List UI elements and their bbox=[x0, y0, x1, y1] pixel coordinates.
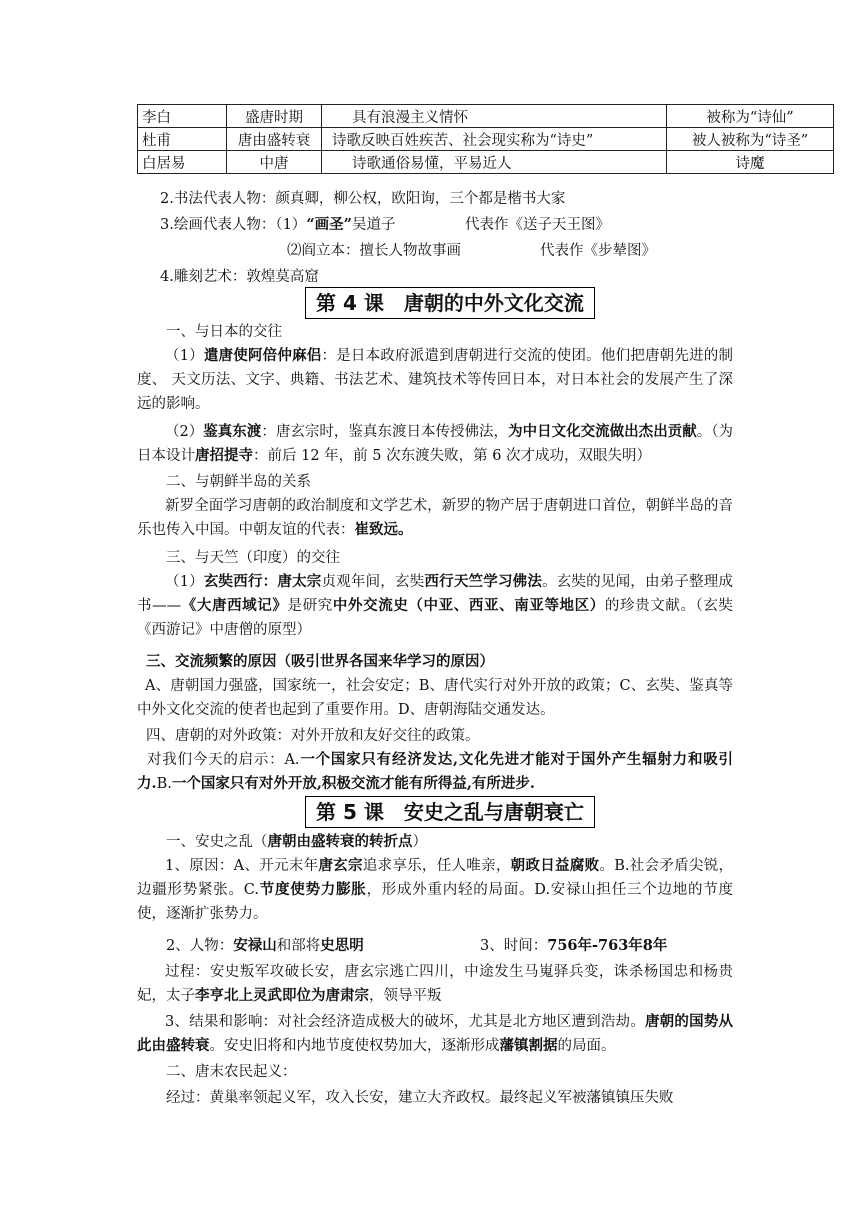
lesson5-para5: 经过：黄巢率领起义军，攻入长安，建立大齐政权。最终起义军被藩镇镇压失败 bbox=[166, 1090, 674, 1106]
poet-name: 李白 bbox=[138, 105, 227, 128]
painting-wu-name: 吴道子 bbox=[352, 217, 396, 233]
text: 的局面。 bbox=[557, 1038, 616, 1054]
lesson5-para1 bbox=[137, 854, 733, 926]
lesson5-people bbox=[166, 934, 364, 955]
text: ，形成外重内轻的局面。D.安禄山担任三个边地的节度使，逐渐扩张势力。 bbox=[137, 882, 734, 922]
text-bold: 为中日文化交流做出杰出贡献 bbox=[508, 423, 697, 440]
text-bold: 朝政日益腐败 bbox=[510, 857, 600, 874]
sculpture-line: 4.雕刻艺术：敦煌莫高窟 bbox=[160, 269, 319, 285]
text-bold: 李亨北上灵武即位为唐肃宗 bbox=[195, 987, 369, 1004]
poet-period: 盛唐时期 bbox=[227, 105, 322, 128]
text: 和部将 bbox=[276, 938, 321, 954]
lesson4-para4 bbox=[137, 570, 733, 642]
text: ，领导平叛 bbox=[369, 988, 442, 1004]
poet-period: 唐由盛转衰 bbox=[227, 128, 322, 151]
painting-yan-work: 代表作《步辇图》 bbox=[540, 243, 656, 259]
text: 3、时间： bbox=[480, 938, 548, 954]
text: 贞观年间，玄奘 bbox=[321, 574, 425, 590]
text: B. bbox=[156, 776, 172, 792]
text-bold: 一个国家只有对外开放,积极交流才能有所得益,有所进步. bbox=[171, 775, 535, 792]
text: 新罗全面学习唐朝的政治制度和文学艺术，新罗的物产居于唐朝进口首位，朝鲜半岛的音乐也传入中国。中朝友谊的代表： bbox=[137, 498, 733, 538]
text: 。玄奘的见闻，由弟子整理成书—— bbox=[137, 574, 734, 614]
text: 。（为日本设计 bbox=[137, 424, 734, 464]
poet-title: 被称为“诗仙” bbox=[667, 105, 834, 128]
text: 2、人物： bbox=[166, 938, 234, 954]
text: 3、结果和影响：对社会经济造成极大的破坏，尤其是北方地区遭到浩劫。 bbox=[165, 1014, 645, 1030]
lesson4-para2 bbox=[137, 420, 733, 468]
text-bold: 史思明 bbox=[320, 937, 364, 954]
text: 。B.社会矛盾尖锐，边疆形势紧张。C. bbox=[137, 858, 734, 898]
poet-style: 诗歌通俗易懂，平易近人 bbox=[322, 151, 667, 174]
text: （1） bbox=[165, 574, 204, 590]
poet-name: 杜甫 bbox=[138, 128, 227, 151]
text-bold: 唐玄宗 bbox=[318, 857, 363, 874]
text-bold: 唐招提寺 bbox=[195, 447, 253, 464]
text: （2） bbox=[165, 424, 204, 440]
lesson4-section3: 三、与天竺（印度）的交往 bbox=[166, 550, 340, 566]
text: 。安史旧将和内地节度使权势加大，逐渐形成 bbox=[209, 1038, 500, 1054]
lesson4-section4: 三、交流频繁的原因（吸引世界各国来华学习的原因） bbox=[146, 653, 494, 670]
text-bold: 崔致远。 bbox=[354, 521, 413, 538]
poet-title: 被人被称为“诗圣” bbox=[667, 128, 834, 151]
poets-table bbox=[137, 104, 834, 174]
calligraphy-line: 2.书法代表人物：颜真卿，柳公权，欧阳询，三个都是楷书大家 bbox=[160, 191, 566, 207]
text-bold: 安禄山 bbox=[233, 937, 277, 954]
table-row bbox=[138, 128, 834, 151]
text: ：前后 12 年，前 5 次东渡失败，第 6 次才成功，双眼失明） bbox=[253, 448, 652, 464]
lesson5-para4 bbox=[137, 1010, 733, 1058]
text-bold: 756年-763年8年 bbox=[547, 937, 668, 954]
text: ：唐玄宗时，鉴真东渡日本传授佛法， bbox=[261, 424, 509, 440]
text: （1） bbox=[165, 348, 204, 364]
text: 的珍贵文献。（玄奘《西游记》中唐僧的原型） bbox=[137, 598, 734, 638]
text: 1、原因：A、开元末年 bbox=[165, 858, 319, 874]
lesson4-para3 bbox=[137, 494, 733, 542]
table-row bbox=[138, 105, 834, 128]
lesson4-section5: 四、唐朝的对外政策：对外开放和友好交往的政策。 bbox=[146, 728, 480, 744]
text-bold: 《大唐西域记》 bbox=[181, 597, 288, 614]
text-bold: 西行天竺学习佛法 bbox=[424, 573, 543, 590]
text: 追求享乐，任人唯亲， bbox=[362, 858, 511, 874]
lesson4-title: 第 4 课 唐朝的中外文化交流 bbox=[305, 287, 595, 319]
text-bold: 藩镇割据 bbox=[499, 1037, 558, 1054]
painting-label: 3.绘画代表人物：（1） bbox=[160, 217, 307, 233]
poet-title: 诗魔 bbox=[667, 151, 834, 174]
text: ） bbox=[412, 834, 427, 850]
poet-style: 具有浪漫主义情怀 bbox=[322, 105, 667, 128]
lesson5-time bbox=[480, 934, 667, 955]
text: ：是日本政府派遣到唐朝进行交流的使团。他们把唐朝先进的制度、 天文历法、文字、典籍、书法艺术、建筑技术等传回日本，对日本社会的发展产生了深远的影响。 bbox=[137, 348, 733, 412]
lesson5-section2: 二、唐末农民起义： bbox=[166, 1064, 297, 1080]
text-bold: 玄奘西行：唐太宗 bbox=[203, 573, 322, 590]
lesson5-para3 bbox=[137, 960, 733, 1008]
text-bold: 中外交流史（中亚、西亚、南亚等地区） bbox=[332, 597, 605, 614]
lesson4-para6 bbox=[137, 748, 733, 796]
text-bold: 唐朝的国势从此由盛转衰 bbox=[137, 1013, 733, 1054]
painting-yan: ⑵阎立本：擅长人物故事画 bbox=[287, 243, 461, 259]
text: 对我们今天的启示：A. bbox=[147, 752, 300, 768]
text-bold: 鉴真东渡 bbox=[203, 423, 262, 440]
painting-wu-title: “画圣” bbox=[306, 216, 352, 233]
poet-period: 中唐 bbox=[227, 151, 322, 174]
poet-name: 白居易 bbox=[138, 151, 227, 174]
text-bold: 一个国家只有经济发达,文化先进才能对于国外产生辐射力和吸引力. bbox=[137, 751, 733, 792]
text: 一、安史之乱（ bbox=[166, 834, 268, 850]
text-bold: 节度使势力膨胀 bbox=[258, 881, 367, 898]
lesson4-para5: A、唐朝国力强盛，国家统一，社会安定；B、唐代实行对外开放的政策；C、玄奘、鉴真等中外文化交流的使者也起到了重要作用。D、唐朝海陆交通发达。 bbox=[137, 678, 733, 718]
lesson4-section2: 二、与朝鲜半岛的关系 bbox=[166, 474, 311, 490]
lesson5-title: 第 5 课 安史之乱与唐朝衰亡 bbox=[305, 796, 595, 828]
lesson4-para1 bbox=[137, 344, 733, 416]
lesson5-section1 bbox=[166, 830, 427, 851]
painting-line-1 bbox=[160, 213, 396, 234]
lesson4-section1: 一、与日本的交往 bbox=[166, 324, 282, 340]
text-bold: 遣唐使阿倍仲麻侣 bbox=[203, 347, 322, 364]
table-row bbox=[138, 151, 834, 174]
poet-style: 诗歌反映百姓疾苦、社会现实称为“诗史” bbox=[322, 128, 667, 151]
text: 过程：安史叛军攻破长安，唐玄宗逃亡四川，中途发生马嵬驿兵变，诛杀杨国忠和杨贵妃，太子 bbox=[137, 964, 733, 1004]
painting-wu-work: 代表作《送子天王图》 bbox=[465, 217, 610, 233]
text: 是研究 bbox=[287, 598, 333, 614]
text-bold: 唐朝由盛转衰的转折点 bbox=[267, 833, 413, 850]
